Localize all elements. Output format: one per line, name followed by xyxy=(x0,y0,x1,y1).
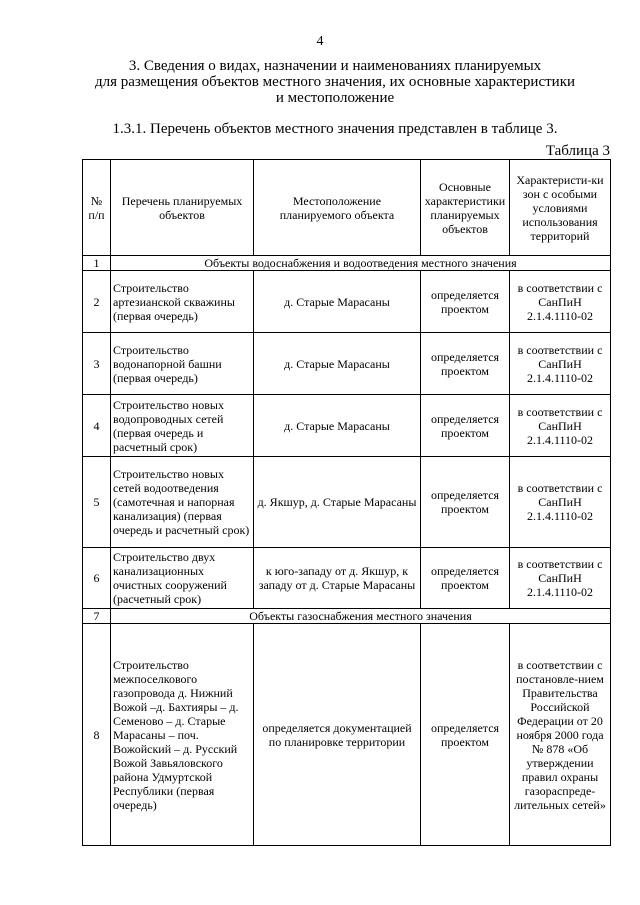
row-characteristics: определяется проектом xyxy=(421,333,510,395)
row-object: Строительство новых сетей водоотведения (самотечная и напорная канализация) (первая очередь и расчетный срок) xyxy=(111,457,254,548)
section-title: Объекты водоснабжения и водоотведения местного значения xyxy=(111,256,611,271)
heading-line-3: и местоположение xyxy=(275,90,395,106)
row-num: 6 xyxy=(83,548,111,609)
table-row xyxy=(83,624,611,846)
row-location: д. Якшур, д. Старые Марасаны xyxy=(254,457,421,548)
heading-line-2: для размещения объектов местного значения, их основные характеристики xyxy=(94,74,576,90)
table-row xyxy=(83,548,611,609)
table-row xyxy=(83,271,611,333)
row-object: Строительство водонапорной башни (первая очередь) xyxy=(111,333,254,395)
row-zone: в соответствии с СанПиН 2.1.4.1110-02 xyxy=(510,457,611,548)
header-objects: Перечень планируемых объектов xyxy=(111,160,254,256)
section-heading xyxy=(60,58,610,106)
header-zones: Характеристи-ки зон с особыми условиями использования территорий xyxy=(510,160,611,256)
row-num: 4 xyxy=(83,395,111,457)
header-num: № п/п xyxy=(83,160,111,256)
header-characteristics: Основные характеристики планируемых объектов xyxy=(421,160,510,256)
table-header-row xyxy=(83,160,611,256)
row-num: 8 xyxy=(83,624,111,846)
section-row-gas xyxy=(83,609,611,624)
row-location: д. Старые Марасаны xyxy=(254,395,421,457)
row-num: 2 xyxy=(83,271,111,333)
row-object: Строительство межпоселкового газопровода д. Нижний Вожой –д. Бахтияры – д. Семеново – д. Старые Марасаны – поч. Вожойский – д. Русский Вожой Завьяловского района Удмуртской Республики (первая очередь) xyxy=(111,624,254,846)
row-object: Строительство новых водопроводных сетей (первая очередь и расчетный срок) xyxy=(111,395,254,457)
table-row xyxy=(83,333,611,395)
page-number: 4 xyxy=(316,34,324,49)
table-row xyxy=(83,395,611,457)
heading-line-1: 3. Сведения о видах, назначении и наименованиях планируемых xyxy=(128,58,542,74)
row-zone: в соответствии с СанПиН 2.1.4.1110-02 xyxy=(510,395,611,457)
table-row xyxy=(83,457,611,548)
row-object: Строительство артезианской скважины (первая очередь) xyxy=(111,271,254,333)
row-characteristics: определяется проектом xyxy=(421,457,510,548)
subheading: 1.3.1. Перечень объектов местного значения представлен в таблице 3. xyxy=(112,121,558,137)
row-characteristics: определяется проектом xyxy=(421,624,510,846)
row-characteristics: определяется проектом xyxy=(421,395,510,457)
row-location: определяется документацией по планировке территории xyxy=(254,624,421,846)
header-location: Местоположение планируемого объекта xyxy=(254,160,421,256)
row-zone: в соответствии с СанПиН 2.1.4.1110-02 xyxy=(510,271,611,333)
row-location: к юго-западу от д. Якшур, к западу от д. Старые Марасаны xyxy=(254,548,421,609)
row-zone: в соответствии с постановле-нием Правительства Российской Федерации от 20 ноября 2000 года № 878 «Об утверждении правил охраны газораспреде-лительных сетей» xyxy=(510,624,611,846)
section-num: 7 xyxy=(83,609,111,624)
row-location: д. Старые Марасаны xyxy=(254,271,421,333)
section-row-water xyxy=(83,256,611,271)
row-characteristics: определяется проектом xyxy=(421,271,510,333)
row-zone: в соответствии с СанПиН 2.1.4.1110-02 xyxy=(510,333,611,395)
table-caption: Таблица 3 xyxy=(545,143,610,159)
row-zone: в соответствии с СанПиН 2.1.4.1110-02 xyxy=(510,548,611,609)
row-num: 5 xyxy=(83,457,111,548)
section-num: 1 xyxy=(83,256,111,271)
row-location: д. Старые Марасаны xyxy=(254,333,421,395)
section-title: Объекты газоснабжения местного значения xyxy=(111,609,611,624)
objects-table xyxy=(82,159,611,846)
row-object: Строительство двух канализационных очистных сооружений (расчетный срок) xyxy=(111,548,254,609)
row-num: 3 xyxy=(83,333,111,395)
row-characteristics: определяется проектом xyxy=(421,548,510,609)
